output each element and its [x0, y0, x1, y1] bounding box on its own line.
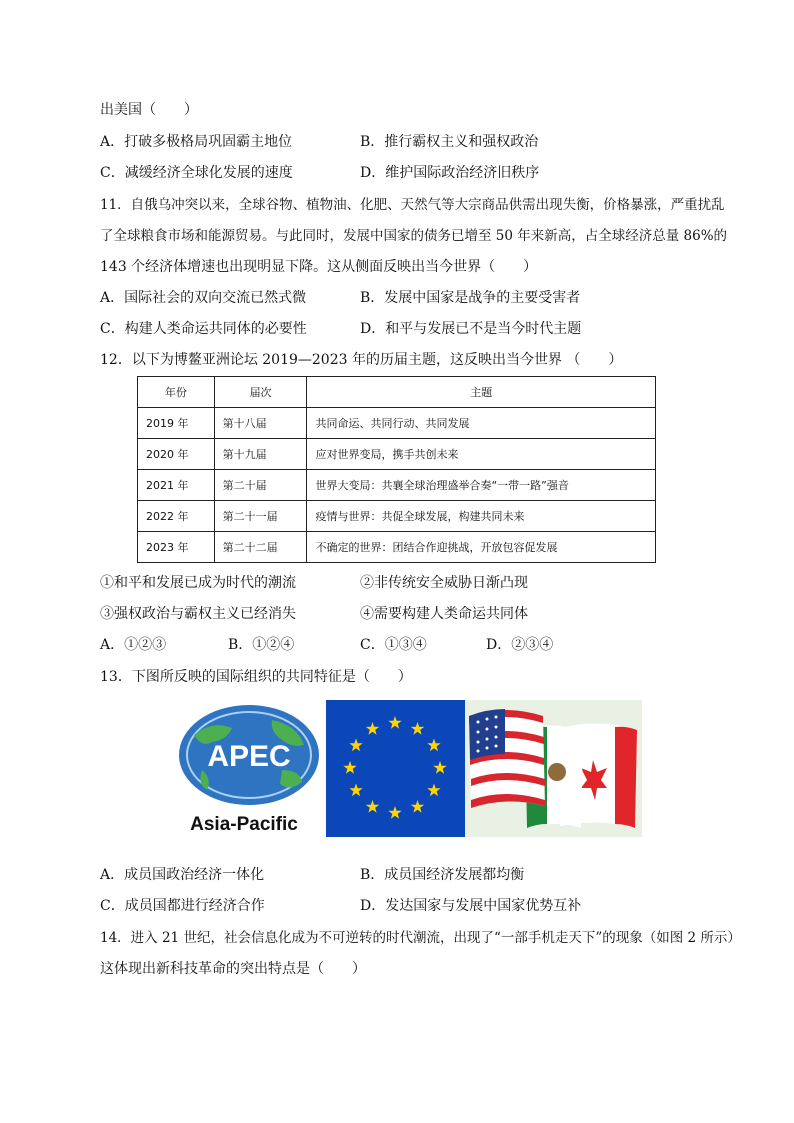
option-text: 打破多极格局巩固霸主地位 — [124, 134, 293, 150]
q12-option-a — [100, 635, 166, 655]
option-letter: A． — [100, 134, 125, 150]
eu-stars-ring — [326, 700, 465, 837]
table-header-session: 届次 — [214, 377, 307, 408]
table-cell-year: 2020 年 — [138, 439, 215, 470]
q11-stem-line-3: 143 个经济体增速也出现明显下降。这从侧面反映出当今世界（ ） — [100, 259, 538, 275]
table-cell-session: 第二十届 — [214, 470, 307, 501]
option-letter: B． — [360, 867, 385, 883]
table-cell-year: 2022 年 — [138, 501, 215, 532]
q13-stem: 13．下图所反映的国际组织的共同特征是（ ） — [100, 669, 412, 685]
q13-option-d — [360, 896, 581, 916]
option-text: 维护国际政治经济旧秩序 — [385, 165, 540, 181]
table-cell-theme: 共同命运、共同行动、共同发展 — [307, 408, 656, 439]
eu-star-icon — [349, 739, 362, 752]
table-header-year: 年份 — [138, 377, 215, 408]
option-letter: D． — [360, 898, 386, 914]
q11-option-a — [100, 288, 306, 308]
option-letter: D． — [360, 165, 386, 181]
q11-stem-line-1: 11．自俄乌冲突以来，全球谷物、植物油、化肥、天然气等大宗商品供需出现失衡，价格暴涨，严重扰乱 — [100, 197, 725, 213]
option-letter: D． — [486, 637, 512, 653]
option-text: 和平与发展已不是当今时代主题 — [385, 321, 582, 337]
apec-globe-icon — [172, 700, 326, 837]
option-letter: B． — [360, 290, 385, 306]
table-cell-theme: 应对世界变局，携手共创未来 — [307, 439, 656, 470]
option-letter: B． — [228, 637, 253, 653]
eu-star-icon — [388, 716, 401, 729]
option-text: 国际社会的双向交流已然式微 — [124, 290, 307, 306]
q12-option-b — [228, 635, 294, 655]
option-letter: D． — [360, 321, 386, 337]
table-cell-session: 第二十一届 — [214, 501, 307, 532]
option-letter: A． — [100, 637, 125, 653]
q12-statement-3: ③强权政治与霸权主义已经消失 — [100, 606, 296, 622]
north-america-flags-image — [465, 700, 642, 837]
option-text: 推行霸权主义和强权政治 — [384, 134, 539, 150]
table-row — [138, 439, 656, 470]
eu-star-icon — [433, 761, 446, 774]
q11-option-c — [100, 319, 307, 339]
eu-star-icon — [411, 722, 424, 735]
option-text: 成员国政治经济一体化 — [124, 867, 265, 883]
q10-option-b — [360, 132, 538, 152]
q12-statement-1: ①和平和发展已成为时代的潮流 — [100, 575, 296, 591]
table-cell-year: 2023 年 — [138, 532, 215, 563]
option-text: ①②④ — [252, 637, 295, 653]
eu-star-icon — [366, 722, 379, 735]
q11-option-b — [360, 288, 580, 308]
table-row — [138, 408, 656, 439]
eu-star-icon — [427, 784, 440, 797]
q12-statement-2: ②非传统安全威胁日渐凸现 — [360, 575, 528, 591]
q12-option-c — [360, 635, 427, 655]
eu-flag-image — [326, 700, 465, 837]
q11-option-d — [360, 319, 581, 339]
option-letter: A． — [100, 290, 125, 306]
table-header-row — [138, 377, 656, 408]
apec-logo-image — [172, 700, 326, 837]
table-cell-session: 第十九届 — [214, 439, 307, 470]
q13-option-c — [100, 896, 265, 916]
option-letter: C． — [100, 898, 125, 914]
eu-star-icon — [411, 800, 424, 813]
eu-star-icon — [366, 800, 379, 813]
eu-star-icon — [427, 739, 440, 752]
table-cell-session: 第二十二届 — [214, 532, 307, 563]
q10-stem-continuation: 出美国（ ） — [100, 102, 198, 118]
q10-option-d — [360, 163, 539, 183]
eu-star-icon — [349, 784, 362, 797]
eu-star-icon — [343, 761, 356, 774]
option-text: ①③④ — [384, 637, 427, 653]
option-text: ②③④ — [511, 637, 554, 653]
table-cell-theme: 世界大变局：共襄全球治理盛举合奏“一带一路”强音 — [307, 470, 656, 501]
q12-statement-4: ④需要构建人类命运共同体 — [360, 606, 528, 622]
option-text: 构建人类命运共同体的必要性 — [124, 321, 307, 337]
option-text: 发展中国家是战争的主要受害者 — [384, 290, 581, 306]
table-row — [138, 532, 656, 563]
table-cell-year: 2021 年 — [138, 470, 215, 501]
option-text: 成员国都进行经济合作 — [124, 898, 265, 914]
q10-option-a — [100, 132, 292, 152]
option-text: 成员国经济发展都均衡 — [384, 867, 525, 883]
q12-stem: 12．以下为博鳌亚洲论坛 2019—2023 年的历届主题，这反映出当今世界 （ ） — [100, 352, 623, 368]
option-text: ①②③ — [124, 637, 167, 653]
eu-star-icon — [388, 806, 401, 819]
forum-themes-table — [137, 376, 656, 563]
apec-logo-text: APEC — [207, 740, 291, 773]
table-cell-theme: 疫情与世界：共促全球发展，构建共同未来 — [307, 501, 656, 532]
q10-option-c — [100, 163, 293, 183]
q14-stem-line-2: 这体现出新科技革命的突出特点是（ ） — [100, 961, 366, 977]
option-text: 减缓经济全球化发展的速度 — [124, 165, 293, 181]
table-cell-theme: 不确定的世界：团结合作迎挑战，开放包容促发展 — [307, 532, 656, 563]
table-header-theme: 主题 — [307, 377, 656, 408]
option-letter: C． — [100, 165, 125, 181]
option-letter: C． — [100, 321, 125, 337]
option-letter: B． — [360, 134, 385, 150]
nafta-flags-icon — [465, 700, 642, 837]
table-row — [138, 470, 656, 501]
q14-stem-line-1: 14．进入 21 世纪，社会信息化成为不可逆转的时代潮流，出现了“一部手机走天下”的现象（如图 2 所示） — [100, 930, 741, 946]
option-letter: A． — [100, 867, 125, 883]
option-text: 发达国家与发展中国家优势互补 — [385, 898, 582, 914]
table-cell-year: 2019 年 — [138, 408, 215, 439]
q11-stem-line-2: 了全球粮食市场和能源贸易。与此同时，发展中国家的债务已增至 50 年来新高，占全球经济总量 86%的 — [100, 228, 728, 244]
table-cell-session: 第十八届 — [214, 408, 307, 439]
option-letter: C． — [360, 637, 385, 653]
q13-option-b — [360, 865, 524, 885]
q13-option-a — [100, 865, 264, 885]
apec-caption: Asia-Pacific — [190, 814, 298, 835]
table-row — [138, 501, 656, 532]
q12-option-d — [486, 635, 553, 655]
